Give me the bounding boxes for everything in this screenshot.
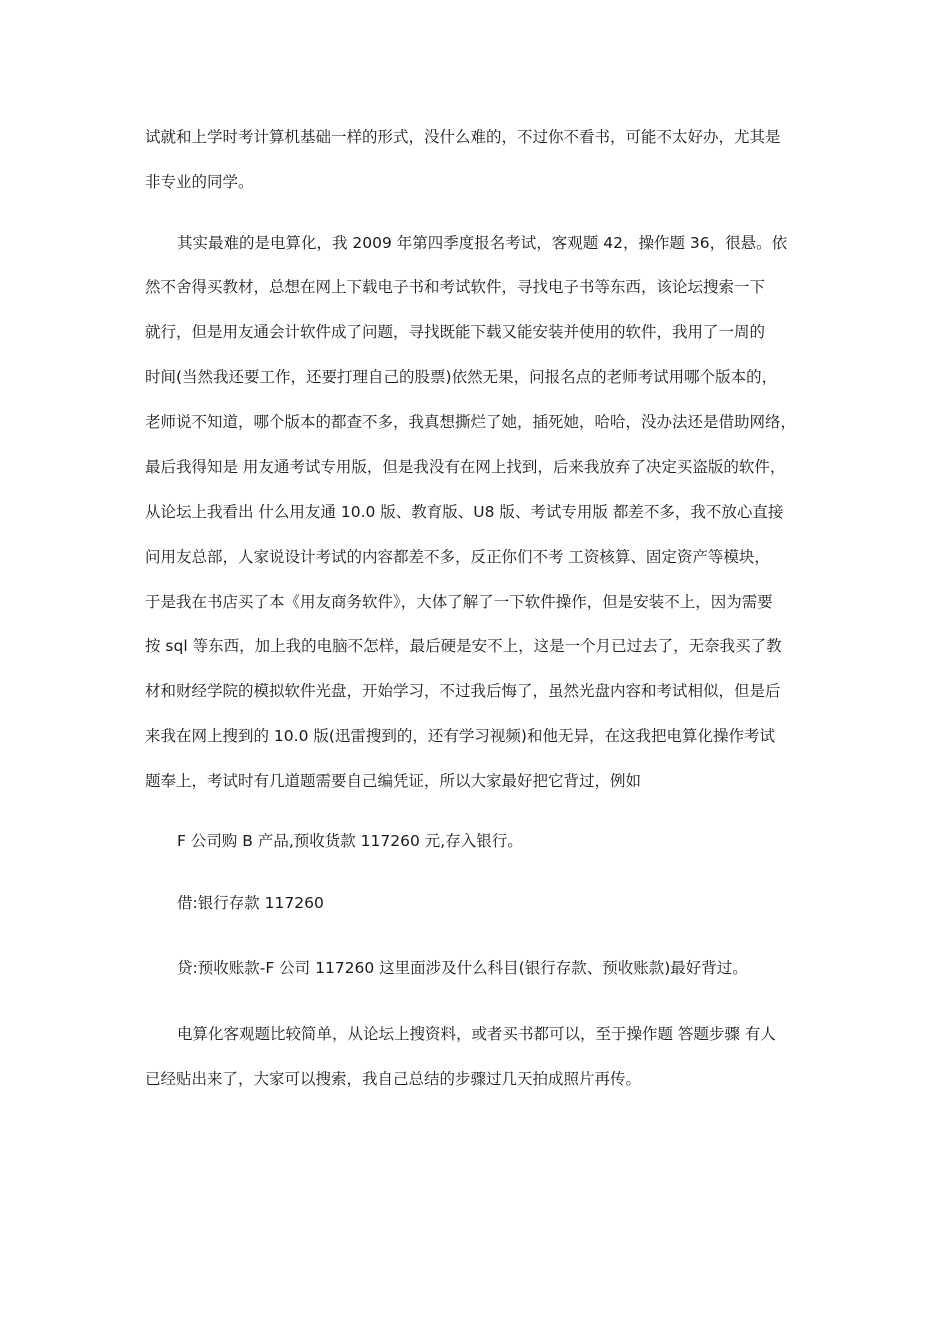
paragraph-1-line-1: 试就和上学时考计算机基础一样的形式，没什么难的，不过你不看书，可能不太好办，尤其是: [145, 128, 781, 146]
paragraph-2-line-6: 最后我得知是 用友通考试专用版，但是我没有在网上找到，后来我放弃了决定买盗版的软件，: [145, 458, 786, 476]
paragraph-2-line-2: 然不舍得买教材，总想在网上下载电子书和考试软件，寻找电子书等东西，该论坛搜索一下: [145, 278, 766, 296]
example-line-1: F 公司购 B 产品,预收货款 117260 元,存入银行。: [177, 832, 523, 850]
paragraph-2-line-4: 时间(当然我还要工作，还要打理自己的股票)依然无果，问报名点的老师考试用哪个版本的，: [145, 368, 778, 386]
paragraph-2-line-12: 来我在网上搜到的 10.0 版(迅雷搜到的，还有学习视频)和他无异，在这我把电算化操作考试: [145, 727, 775, 745]
paragraph-2-line-13: 题奉上，考试时有几道题需要自己编凭证，所以大家最好把它背过，例如: [145, 772, 642, 790]
paragraph-3-line-1: 电算化客观题比较简单，从论坛上搜资料，或者买书都可以，至于操作题 答题步骤 有人: [177, 1025, 776, 1043]
paragraph-1-line-2: 非专业的同学。: [145, 173, 254, 191]
paragraph-2-line-3: 就行，但是用友通会计软件成了问题，寻找既能下载又能安装并使用的软件，我用了一周的: [145, 323, 766, 341]
example-line-2: 借:银行存款 117260: [177, 894, 324, 912]
paragraph-3-line-2: 已经贴出来了，大家可以搜索，我自己总结的步骤过几天拍成照片再传。: [145, 1070, 642, 1088]
paragraph-2-line-7: 从论坛上我看出 什么用友通 10.0 版、教育版、U8 版、考试专用版 都差不多，我不放心直接: [145, 503, 784, 521]
example-line-3: 贷:预收账款-F 公司 117260 这里面涉及什么科目(银行存款、预收账款)最好背过。: [177, 959, 748, 977]
paragraph-2-line-10: 按 sql 等东西，加上我的电脑不怎样，最后硬是安不上，这是一个月已过去了，无奈我买了教: [145, 637, 782, 655]
paragraph-2-line-11: 材和财经学院的模拟软件光盘，开始学习，不过我后悔了，虽然光盘内容和考试相似，但是后: [145, 682, 781, 700]
paragraph-2-line-1: 其实最难的是电算化，我 2009 年第四季度报名考试，客观题 42，操作题 36，很悬。依: [177, 234, 788, 252]
paragraph-2-line-9: 于是我在书店买了本《用友商务软件》，大体了解了一下软件操作，但是安装不上，因为需要: [145, 593, 773, 611]
paragraph-2-line-5: 老师说不知道，哪个版本的都查不多，我真想撕烂了她，插死她，哈哈，没办法还是借助网络，: [145, 413, 797, 431]
paragraph-2-line-8: 问用友总部，人家说设计考试的内容都差不多，反正你们不考 工资核算、固定资产等模块，: [145, 548, 770, 566]
